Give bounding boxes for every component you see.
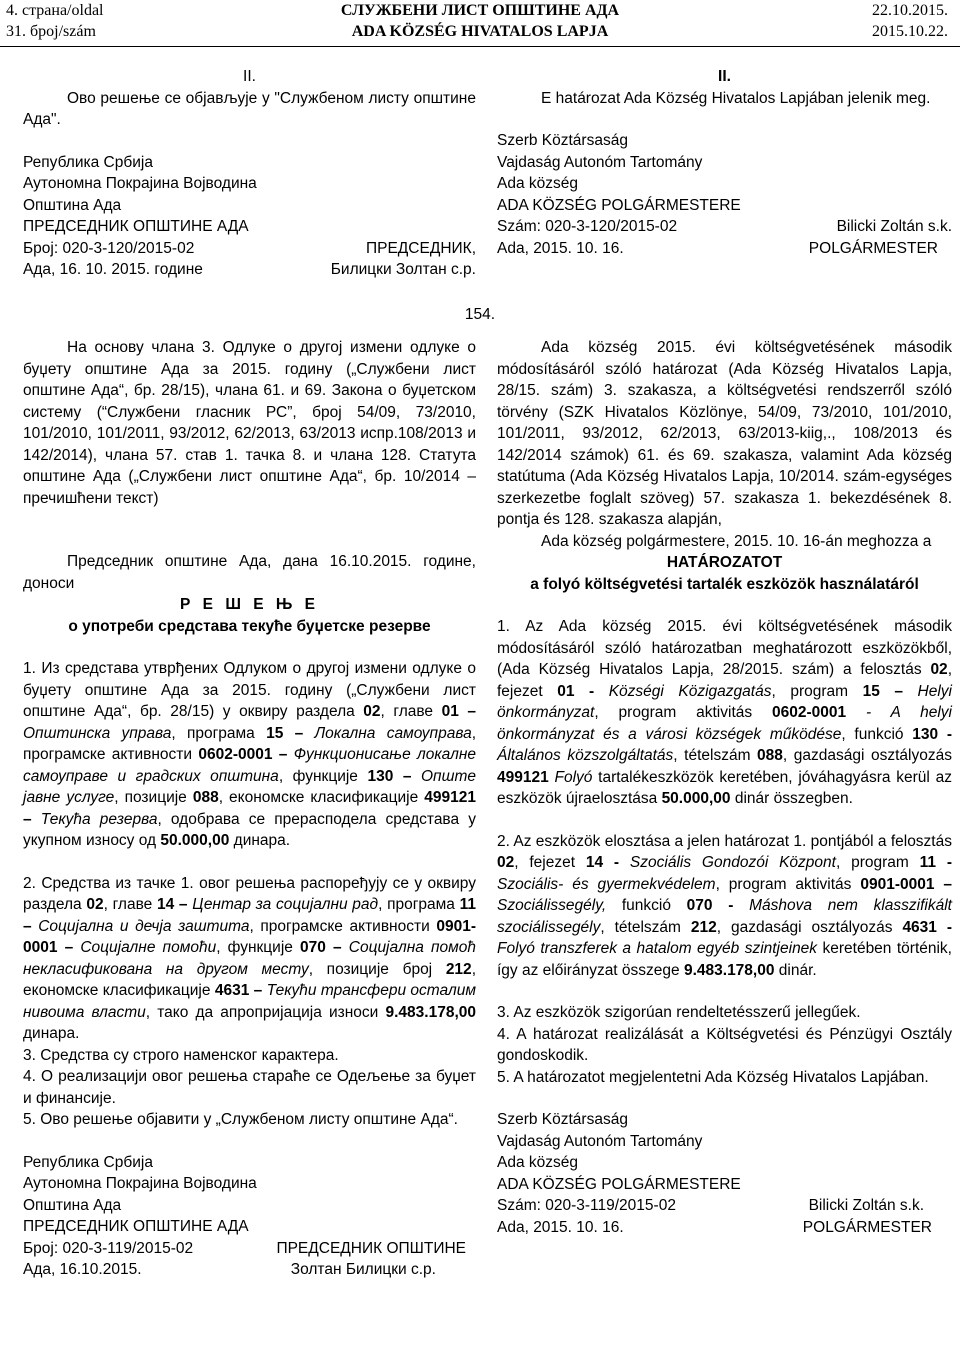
page-number-line: 4. страна/oldal bbox=[6, 2, 104, 19]
issuer-line: Szerb Köztársaság bbox=[497, 132, 628, 149]
publication-title-hu: ADA KÖZSÉG HIVATALOS LAPJA bbox=[351, 23, 609, 40]
signer-name: Bilicki Zoltán s.k. bbox=[808, 1197, 924, 1214]
issue-number-line: 31. број/szám bbox=[6, 23, 96, 40]
issuer-line: Република Србија bbox=[23, 1153, 153, 1171]
decision-point-4: 4. A határozat realizálását a Költségvetési és Pénzügyi Osztály gondoskodik. bbox=[497, 1025, 952, 1064]
decision-serbian bbox=[23, 337, 476, 1281]
issuer-line: Република Србија bbox=[23, 153, 153, 171]
decision-point-3: 3. Средства су строго наменског карактера. bbox=[23, 1046, 339, 1064]
issuer-line: ПРЕДСЕДНИК ОПШТИНЕ АДА bbox=[23, 218, 249, 235]
issuer-line: Ada község bbox=[497, 175, 578, 192]
publication-title bbox=[0, 0, 960, 42]
signer-title: ПРЕДСЕДНИК ОПШТИНЕ bbox=[276, 1239, 466, 1257]
issuer-line: ПРЕДСЕДНИК ОПШТИНЕ АДА bbox=[23, 1218, 249, 1235]
signer-title: POLGÁRMESTER bbox=[808, 239, 938, 257]
page-header bbox=[0, 0, 960, 47]
decision-point-4: 4. О реализацији овог решења стараће се Одељење за буџет и финансије. bbox=[23, 1068, 476, 1107]
signer-name: Билицки Золтан с.р. bbox=[330, 261, 476, 278]
publication-note: Ово решење се објављује у "Службеном листу општине Ада". bbox=[23, 89, 476, 128]
signer-title: ПРЕДСЕДНИК, bbox=[365, 239, 476, 257]
item-number: 154. bbox=[464, 306, 496, 323]
document-date: Ada, 2015. 10. 16. bbox=[497, 1218, 624, 1236]
president-line: Председник општине Ада, дана 16.10.2015. године, доноси bbox=[23, 553, 476, 592]
document-number: Szám: 020-3-120/2015-02 bbox=[497, 218, 678, 235]
top-right-block bbox=[497, 66, 952, 259]
issuer-line: Општина Ада bbox=[23, 196, 122, 214]
publication-note: E határozat Ada Község Hivatalos Lapjában jelenik meg. bbox=[541, 89, 931, 107]
issuer-line: ADA KÖZSÉG POLGÁRMESTERE bbox=[497, 1175, 741, 1193]
publication-title-sr: СЛУЖБЕНИ ЛИСТ ОПШТИНЕ АДА bbox=[340, 2, 620, 19]
issuer-line: Аутономна Покрајина Војводина bbox=[23, 1175, 257, 1192]
preamble: На основу члана 3. Одлуке о другој измени одлуке о буџету општине Ада за 2015. годину („Службени лист општине Ада“, бр. 28/15), члана 61. и 69. Закона о буџетском систему (“Службени гласник РС”, број 54/09, 73/2010, 101/2010, 101/2011, 93/2012, 62/2013, 63/2013 испр.108/2013 и 142/2014), члана 57. став 1. тачка 8. и члана 128. Статута општине Ада („Службени лист општине Ада“, бр. 10/2014 – пречишћени текст) bbox=[23, 339, 476, 507]
signer-title: POLGÁRMESTER bbox=[802, 1218, 932, 1236]
issuer-line: Аутономна Покрајина Војводина bbox=[23, 175, 257, 192]
date-hu: 2015.10.22. bbox=[872, 23, 948, 40]
issuer-line: Vajdaság Autonóm Tartomány bbox=[497, 153, 703, 171]
decision-point-1: 1. Az Ada község 2015. évi költségvetésének második módosításáról szóló határozatban meghatározott eszközökből, (Ada Község Hivatalos Lapja, 28/2015. szám) a felosztás 02, fejezet 01 - Községi Közigazgatás, program 15 – Helyi önkormányzat, program aktivitás 0602-0001 - A helyi önkormányzat és a városi községek működése, funkció 130 - Általános közszolgáltatás, tételszám 088, gazdasági osztályozás 499121 Folyó tartalékeszközök keretében, jóváhagyásra kerül az eszközök újraelosztása 50.000,00 dinár összegben. bbox=[497, 618, 953, 807]
top-left-block bbox=[23, 66, 476, 281]
document-date: Ада, 16.10.2015. bbox=[23, 1261, 142, 1278]
issuer-line: Szerb Köztársaság bbox=[497, 1111, 628, 1128]
document-date: Ада, 16. 10. 2015. године bbox=[23, 261, 203, 278]
decision-subject: о употреби средстава текуће буџетске резерве bbox=[68, 617, 431, 635]
signer-name: Золтан Билицки с.р. bbox=[290, 1261, 436, 1278]
decision-point-2: 2. Az eszközök elosztása a jelen határozat 1. pontjából a felosztás 02, fejezet 14 - Szociális Gondozói Központ, program 11 - Szociális- és gyermekvédelem, program aktivitás 0901-0001 – Szociálissegély, funkció 070 - Máshova nem klasszifikált szociálissegély, tételszám 212, gazdasági osztályozás 4631 - Folyó transzferek a hatalom egyéb szintjeinek keretében történik, így az előirányzat összege 9.483.178,00 dinár. bbox=[497, 832, 953, 979]
document-number: Број: 020-3-120/2015-02 bbox=[23, 239, 195, 257]
issuer-line: Ada község bbox=[497, 1154, 578, 1171]
preamble: Ada község 2015. évi költségvetésének második módosításáról szóló határozat (Ada Község Hivatalos Lapja, 28/15. szám) 3. szakasza, a költségvetési rendszerről szóló törvény (SZK Hivatalos Közlönye, 54/09, 73/2010, 101/2010, 101/2011, 93/2012, 62/2013, 63/2013-kiig,., 108/2013 és 142/2014 számok) 61. és 69. szakasza, valamint Ada község statútuma (Ada Község Hivatalos Lapja, 10/2014. szám-egységes szerkezetbe foglalt szöveg) 57. szakasza 1. bekezdésének 8. pontja és 128. szakasza alapján, bbox=[497, 339, 952, 528]
decision-point-5: 5. A határozatot megjelentetni Ada Község Hivatalos Lapjában. bbox=[497, 1068, 929, 1086]
issuer-line: ADA KÖZSÉG POLGÁRMESTERE bbox=[497, 196, 741, 214]
publication-date bbox=[872, 0, 948, 42]
section-number: II. bbox=[718, 68, 731, 85]
decision-hungarian bbox=[497, 337, 952, 1238]
decision-heading: Р Е Ш Е Њ Е bbox=[180, 596, 319, 613]
document-number: Szám: 020-3-119/2015-02 bbox=[497, 1197, 676, 1214]
issuer-line: Општина Ада bbox=[23, 1196, 122, 1214]
date-sr: 22.10.2015. bbox=[872, 2, 948, 19]
decision-point-2: 2. Средства из тачке 1. овог решења распоређују се у оквиру раздела 02, главе 14 – Центар за социјални рад, програма 11 – Социјална и дечја заштита, програмске активности 0901-0001 – Социјалне помоћи, функције 070 – Социјална помоћ некласификована на другом месту, позиције број 212, економске класификације 4631 – Текући трансфери осталим нивоима власти, тако да апропријација износи 9.483.178,00 динара. bbox=[23, 874, 477, 1042]
decision-point-5: 5. Ово решење објавити у „Службеном листу општине Ада“. bbox=[23, 1111, 458, 1128]
decision-point-3: 3. Az eszközök szigorúan rendeltetésszerű jellegűek. bbox=[497, 1004, 861, 1021]
decision-point-1: 1. Из средстава утврђених Одлуком о другој измени одлуке о буџету општине Ада за 2015. годину („Службени лист општине Ада“, бр. 28/15) у оквиру раздела 02, главе 01 – Општинска управа, програма 15 – Локална самоуправа, програмске активности 0602-0001 – Функционисање локалне самоуправе и градских општина, функције 130 – Опште јавне услуге, позиције 088, економске класификације 499121 – Текућа резерва, одобрава се прерасподела средстава у укупном износу од 50.000,00 динара. bbox=[23, 660, 477, 849]
issuer-line: Vajdaság Autonóm Tartomány bbox=[497, 1132, 703, 1150]
signer-name: Bilicki Zoltán s.k. bbox=[836, 218, 952, 235]
president-line: Ada község polgármestere, 2015. 10. 16-án meghozza a bbox=[541, 532, 932, 550]
document-number: Број: 020-3-119/2015-02 bbox=[23, 1239, 194, 1257]
decision-heading: HATÁROZATOT bbox=[666, 554, 783, 571]
section-number: II. bbox=[243, 68, 256, 85]
document-date: Ada, 2015. 10. 16. bbox=[497, 239, 624, 257]
decision-subject: a folyó költségvetési tartalék eszközök használatáról bbox=[530, 575, 919, 593]
